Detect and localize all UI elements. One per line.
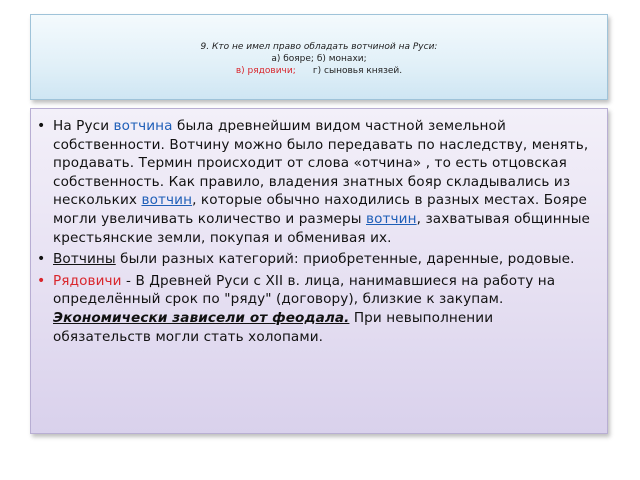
answer-option-g: г) сыновья князей.: [312, 66, 403, 76]
votchin-link-2[interactable]: вотчин: [366, 210, 417, 227]
answer-options-line-1: а) бояре; б) монахи;: [271, 54, 367, 64]
question-title-box: [30, 14, 608, 100]
bullet-icon: •: [37, 118, 46, 134]
text-fragment: были разных категорий: приобретенные, даренные, родовые.: [115, 251, 575, 268]
list-item-ryadovichi: [35, 272, 595, 346]
answer-options-line-2: [31, 65, 607, 77]
list-item-votchina: [35, 117, 595, 247]
term-votchiny: Вотчины: [53, 251, 116, 268]
explanation-box: [30, 108, 608, 434]
text-fragment: При невыполнении обязательств могли стать холопами.: [53, 309, 494, 345]
text-fragment: , захватывая общинные крестьянские земли, покупая и обменивая их.: [53, 210, 590, 246]
term-ryadovichi: Рядовичи: [53, 272, 122, 289]
term-votchina: вотчина: [113, 118, 173, 134]
bullet-icon: •: [37, 272, 46, 289]
explanation-list: [35, 117, 595, 346]
text-fragment: На Руси: [53, 118, 114, 134]
bullet-icon: •: [37, 251, 46, 268]
emphasis-dependence: Экономически зависели от феодала.: [53, 309, 350, 326]
text-fragment: была древнейшим видом частной земельной собственности. Вотчину можно было передавать по наследству, менять, продавать. Термин происходит от слова «отчина» , то есть отцовская собственность. Как правило, владения знатных бояр складывались из нескольких: [53, 118, 589, 209]
list-item-categories: [35, 250, 595, 269]
text-fragment: , которые обычно находились в разных местах. Бояре могли увеличивать количество и размеры: [53, 192, 588, 227]
text-fragment: - В Древней Руси с XII в. лица, нанимавшиеся на работу на определённый срок по "ряду" (договору), близкие к закупам.: [53, 272, 556, 308]
question-text: 9. Кто не имел право обладать вотчиной на Руси:: [200, 42, 438, 52]
answer-option-correct: в) рядовичи;: [235, 66, 296, 76]
votchin-link-1[interactable]: вотчин: [141, 192, 193, 209]
